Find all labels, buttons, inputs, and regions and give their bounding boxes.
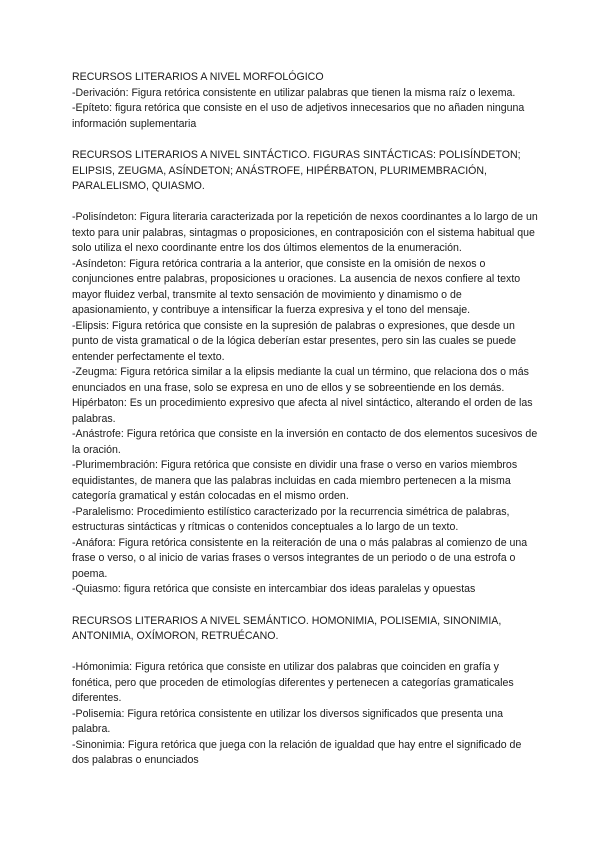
section-heading: RECURSOS LITERARIOS A NIVEL SEMÁNTICO. HOMONIMIA, POLISEMIA, SINONIMIA, ANTONIMIA, OXÍMORON, RETRUÉCANO.	[72, 614, 502, 642]
section-heading: RECURSOS LITERARIOS A NIVEL MORFOLÓGICO	[72, 71, 324, 83]
paragraph: -Sinonimia: Figura retórica que juega con la relación de igualdad que hay entre el significado de dos palabras o enunciados	[72, 738, 522, 766]
section-sintactico	[72, 148, 540, 598]
paragraph: -Elipsis: Figura retórica que consiste en la supresión de palabras o expresiones, que desde un punto de vista gramatical o de la lógica deberían estar presentes, pero sin las cuales se puede entender perfectamente el texto.	[72, 319, 517, 363]
section-heading: RECURSOS LITERARIOS A NIVEL SINTÁCTICO. FIGURAS SINTÁCTICAS: POLISÍNDETON; ELIPSIS, ZEUGMA, ASÍNDETON; ANÁSTROFE, HIPÉRBATON, PLURIMEMBRACIÓN, PARALELISMO, QUIASMO.	[72, 149, 521, 192]
paragraph: -Plurimembración: Figura retórica que consiste en dividir una frase o verso en varios miembros equidistantes, de manera que las palabras incluidas en cada miembro pertenecen a la misma categoría gramatical y están colocadas en el mismo orden.	[72, 459, 518, 502]
paragraph: -Derivación: Figura retórica consistente en utilizar palabras que tienen la misma raíz o lexema.	[72, 86, 516, 99]
spacer	[72, 195, 540, 211]
paragraph: -Hómonimia: Figura retórica que consiste en utilizar dos palabras que coinciden en grafía y fonética, pero que proceden de etimologías diferentes y pertenecen a categorías gramaticales diferentes.	[72, 661, 514, 704]
paragraph: -Quiasmo: figura retórica que consiste en intercambiar dos ideas paralelas y opuestas	[72, 583, 476, 595]
section-semantico	[72, 614, 540, 769]
paragraph: -Paralelismo: Procedimiento estilístico caracterizado por la recurrencia simétrica de palabras, estructuras sintácticas y rítmicas o contenidos conceptuales a lo largo de un texto.	[72, 505, 510, 533]
paragraph: -Polisíndeton: Figura literaria caracterizada por la repetición de nexos coordinantes a lo largo de un texto para unir palabras, sintagmas o proposiciones, en contraposición con el sistema habitual que solo utiliza el nexo coordinante entre los dos últimos elementos de la enumeración.	[72, 211, 538, 254]
paragraph: -Asíndeton: Figura retórica contraria a la anterior, que consiste en la omisión de nexos o conjunciones entre palabras, proposiciones u oraciones. La ausencia de nexos confiere al texto mayor fluidez verbal, transmite al texto sensación de movimiento y dinamismo o de apasionamiento, y contribuye a intensificar la fuerza expresiva y el tono del mensaje.	[72, 257, 521, 316]
paragraph: -Polisemia: Figura retórica consistente en utilizar los diversos significados que presenta una palabra.	[72, 707, 504, 735]
paragraph: -Zeugma: Figura retórica similar a la elipsis mediante la cual un término, que relaciona dos o más enunciados en una frase, solo se expresa en uno de ellos y se sobreentiende en los demás.	[72, 366, 529, 394]
paragraph: Hipérbaton: Es un procedimiento expresivo que afecta al nivel sintáctico, alterando el orden de las palabras.	[72, 397, 533, 425]
paragraph: -Epíteto: figura retórica que consiste en el uso de adjetivos innecesarios que no añaden ninguna información suplementaria	[72, 102, 525, 130]
paragraph: -Anáfora: Figura retórica consistente en la reiteración de una o más palabras al comienzo de una frase o verso, o al inicio de varias frases o versos integrantes de un periodo o de una estrofa o poema.	[72, 536, 528, 580]
spacer	[72, 645, 540, 661]
paragraph: -Anástrofe: Figura retórica que consiste en la inversión en contacto de dos elementos sucesivos de la oración.	[72, 428, 538, 456]
section-morfologico	[72, 70, 540, 132]
